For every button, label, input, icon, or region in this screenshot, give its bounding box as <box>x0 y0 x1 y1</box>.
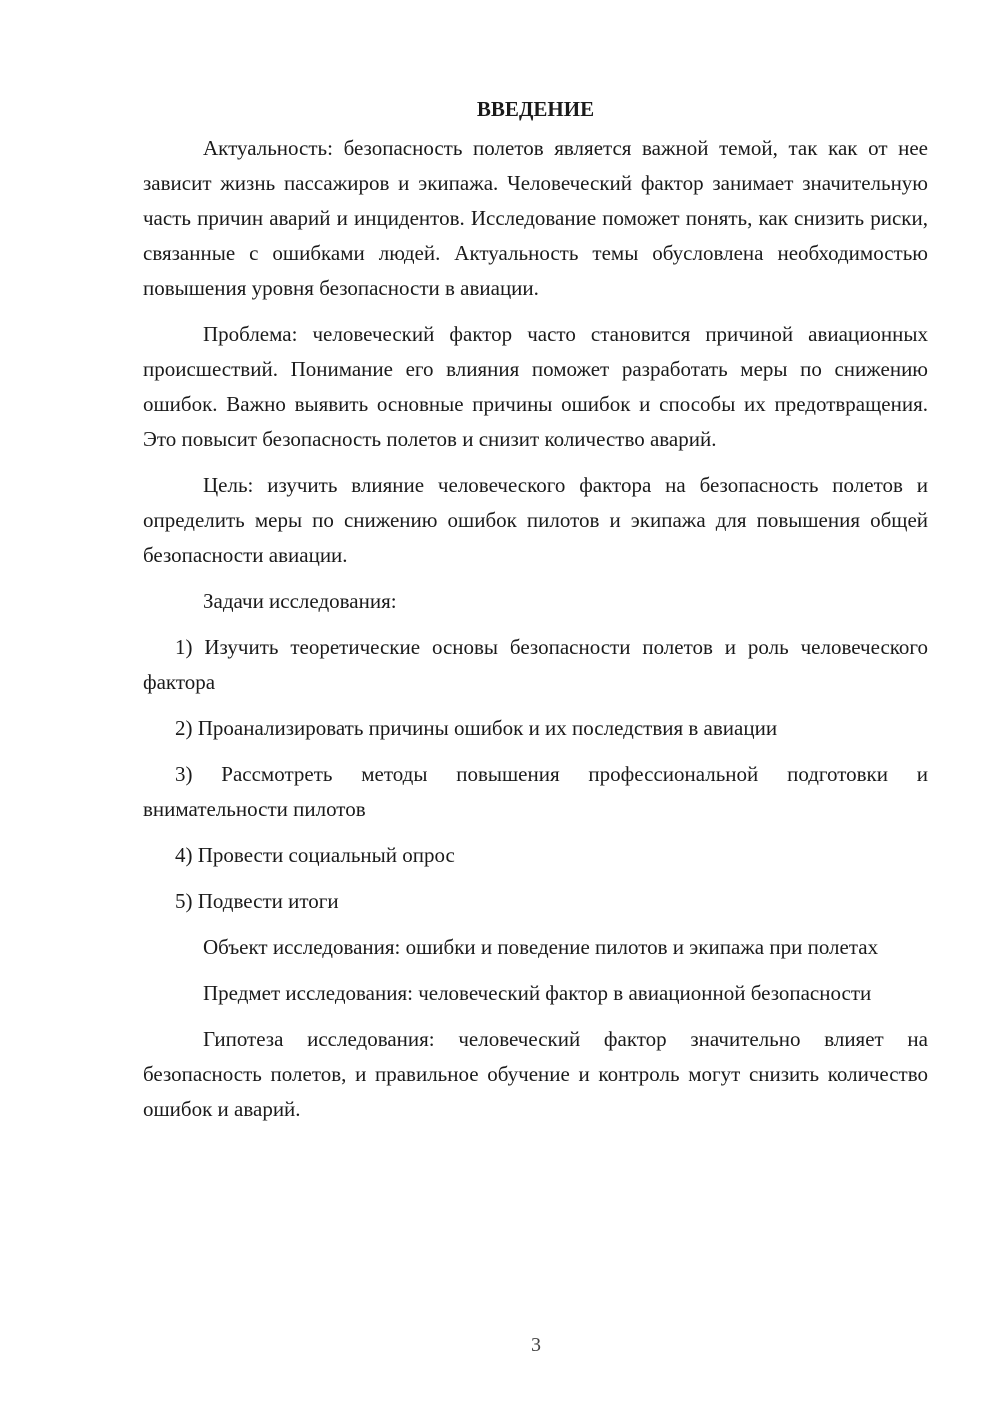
task-item-1: 1) Изучить теоретические основы безопасности полетов и роль человеческого фактора <box>143 635 928 694</box>
task-item-2: 2) Проанализировать причины ошибок и их последствия в авиации <box>175 716 778 740</box>
document-body <box>143 92 928 1138</box>
paragraph-relevance: Актуальность: безопасность полетов является важной темой, так как от нее зависит жизнь пассажиров и экипажа. Человеческий фактор занимает значительную часть причин аварий и инцидентов. Исследование поможет понять, как снизить риски, связанные с ошибками людей. Актуальность темы обусловлена необходимостью повышения уровня безопасности в авиации. <box>143 136 928 300</box>
paragraph-subject: Предмет исследования: человеческий фактор в авиационной безопасности <box>203 981 872 1005</box>
paragraph-object: Объект исследования: ошибки и поведение пилотов и экипажа при полетах <box>203 935 879 959</box>
task-item-4: 4) Провести социальный опрос <box>175 843 455 867</box>
paragraph-problem: Проблема: человеческий фактор часто становится причиной авиационных происшествий. Понимание его влияния поможет разработать меры по снижению ошибок. Важно выявить основные причины ошибок и способы их предотвращения. Это повысит безопасность полетов и снизит количество аварий. <box>143 322 928 451</box>
task-item-3: 3) Рассмотреть методы повышения профессиональной подготовки и внимательности пилотов <box>143 762 928 821</box>
section-title: ВВЕДЕНИЕ <box>476 97 595 121</box>
paragraph-tasks-heading: Задачи исследования: <box>203 589 397 613</box>
page-number: 3 <box>531 1334 541 1356</box>
paragraph-hypothesis: Гипотеза исследования: человеческий фактор значительно влияет на безопасность полетов, и правильное обучение и контроль могут снизить количество ошибок и аварий. <box>143 1027 928 1121</box>
paragraph-goal: Цель: изучить влияние человеческого фактора на безопасность полетов и определить меры по снижению ошибок пилотов и экипажа для повышения общей безопасности авиации. <box>143 473 928 567</box>
task-item-5: 5) Подвести итоги <box>175 889 339 913</box>
